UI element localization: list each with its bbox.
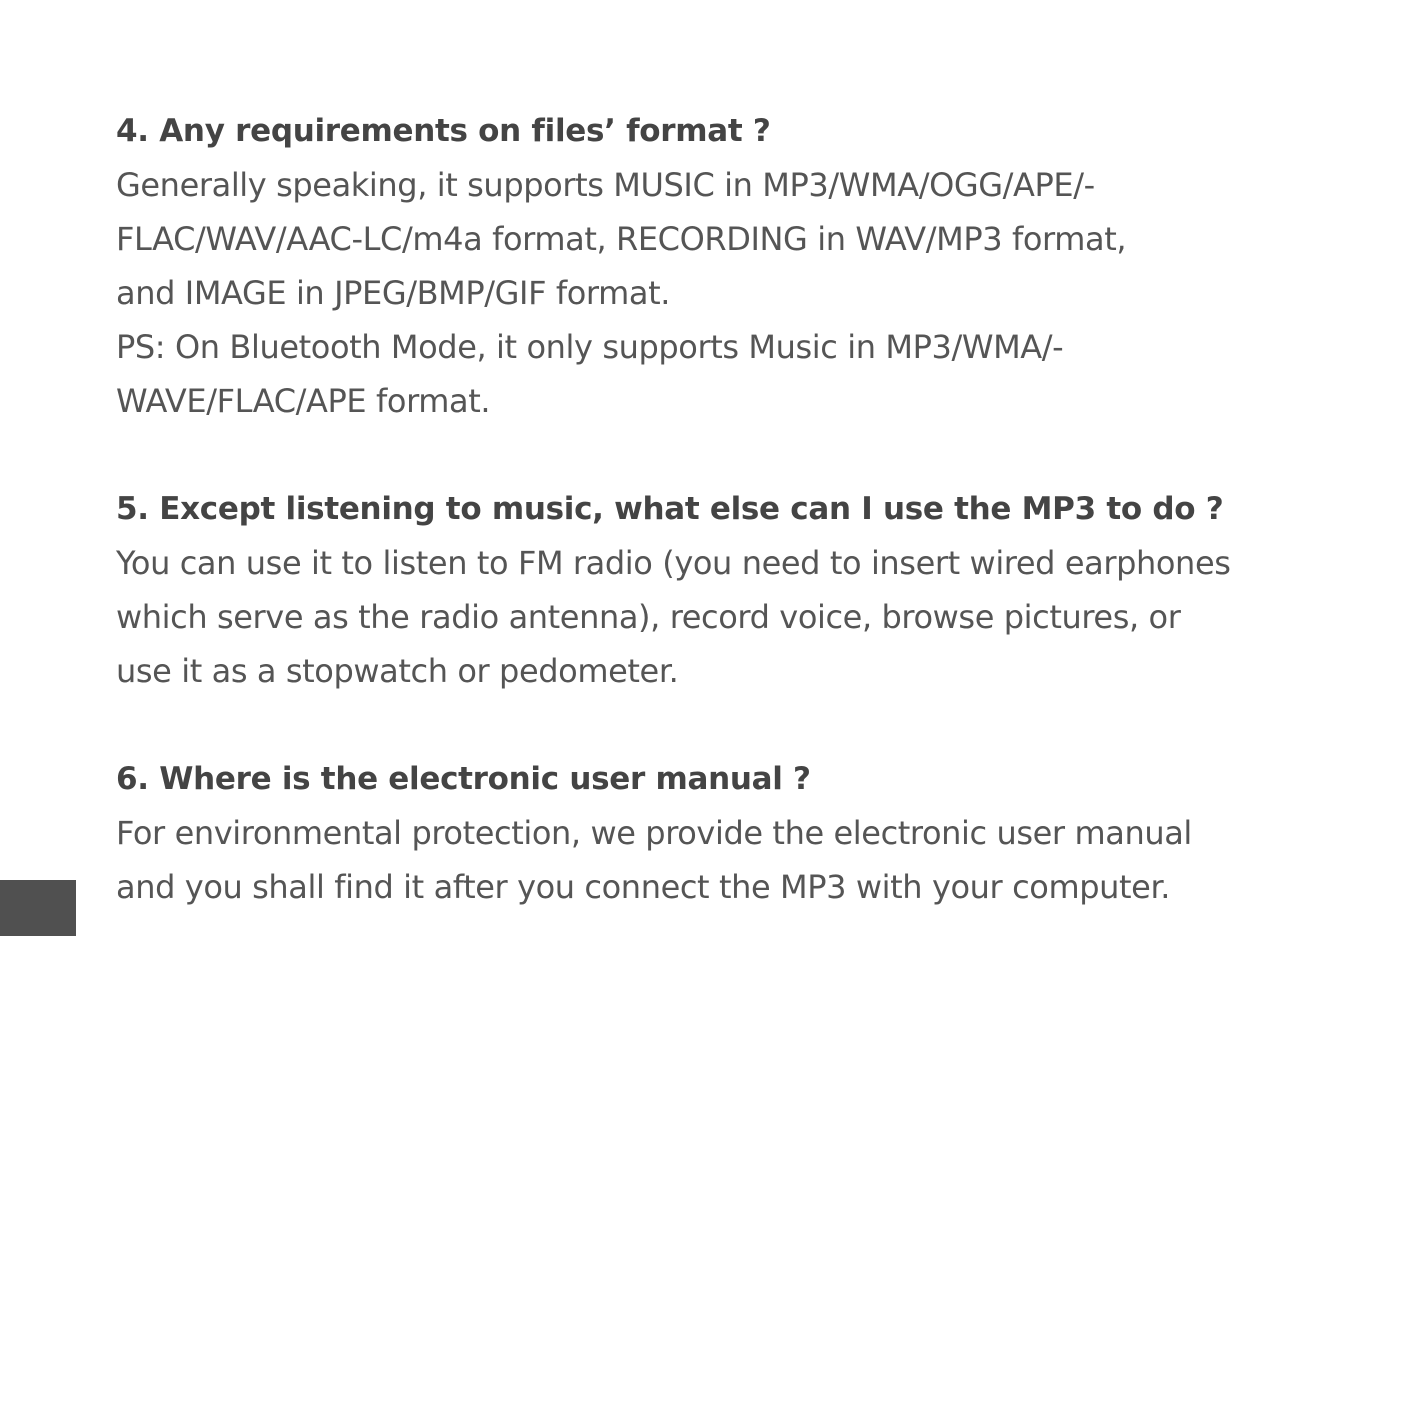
faq-answer: [116, 536, 1346, 698]
answer-line: For environmental protection, we provide the electronic user manual: [116, 814, 1192, 852]
faq-item-5: [116, 482, 1346, 698]
answer-line: which serve as the radio antenna), record voice, browse pictures, or: [116, 598, 1181, 636]
section-tab-marker: [0, 880, 76, 936]
faq-answer: [116, 806, 1346, 914]
faq-question: 4. Any requirements on files’ format ?: [116, 113, 771, 149]
answer-line: and IMAGE in JPEG/BMP/GIF format.: [116, 274, 671, 312]
answer-line: You can use it to listen to FM radio (you need to insert wired earphones: [116, 544, 1231, 582]
faq-item-6: [116, 752, 1346, 914]
faq-question: 5. Except listening to music, what else can I use the MP3 to do ?: [116, 491, 1224, 527]
faq-answer: [116, 158, 1346, 428]
answer-line: use it as a stopwatch or pedometer.: [116, 652, 679, 690]
answer-line: Generally speaking, it supports MUSIC in MP3/WMA/OGG/APE/-: [116, 166, 1095, 204]
answer-line: FLAC/WAV/AAC-LC/m4a format, RECORDING in WAV/MP3 format,: [116, 220, 1127, 258]
faq-item-4: [116, 104, 1346, 428]
answer-line: WAVE/FLAC/APE format.: [116, 382, 491, 420]
answer-line: PS: On Bluetooth Mode, it only supports Music in MP3/WMA/-: [116, 328, 1064, 366]
faq-question: 6. Where is the electronic user manual ?: [116, 761, 811, 797]
manual-page-content: [116, 104, 1346, 968]
answer-line: and you shall find it after you connect the MP3 with your computer.: [116, 868, 1171, 906]
